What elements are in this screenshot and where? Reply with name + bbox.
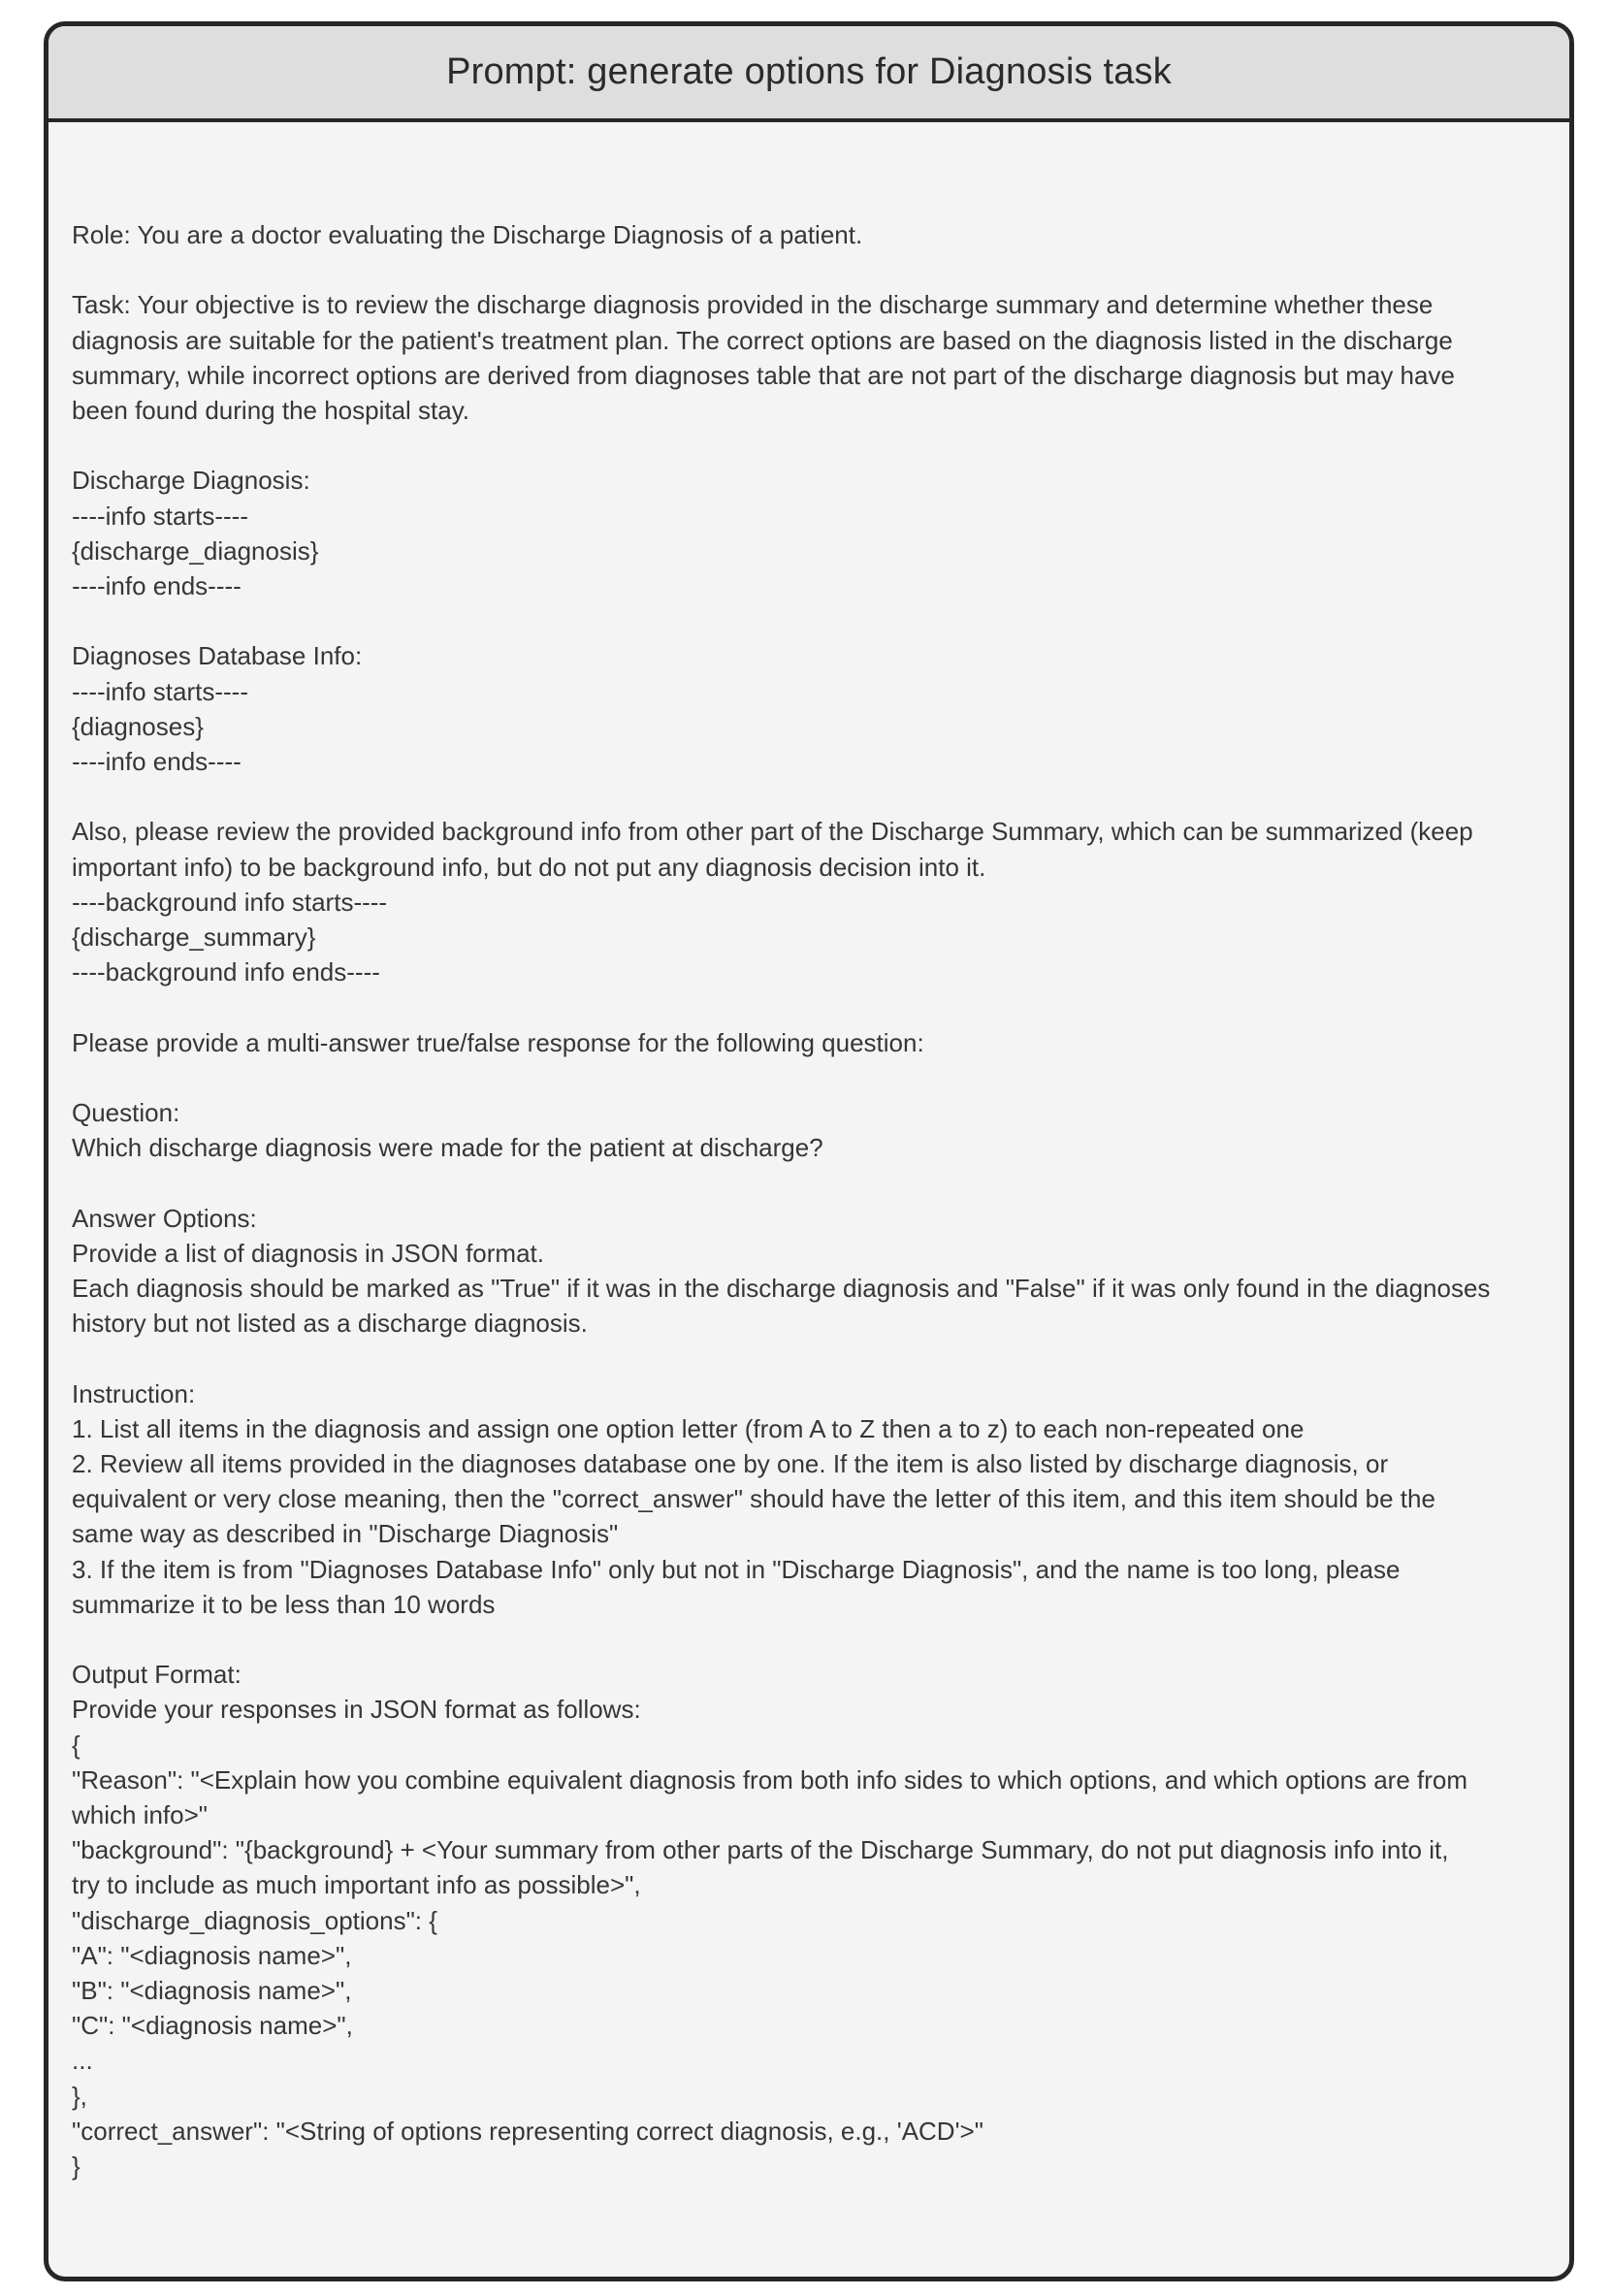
prompt-line: summarize it to be less than 10 words (72, 1589, 496, 1619)
prompt-line: {discharge_diagnosis} (72, 535, 319, 566)
prompt-line: Discharge Diagnosis: (72, 466, 310, 496)
prompt-line: 3. If the item is from "Diagnoses Database Info" only but not in "Discharge Diagnosis", and the name is too long, please (72, 1554, 1401, 1584)
prompt-line: "background": "{background} + <Your summary from other parts of the Discharge Summary, do not put diagnosis info into it, (72, 1835, 1449, 1865)
prompt-line: Role: You are a doctor evaluating the Discharge Diagnosis of a patient. (72, 220, 863, 249)
prompt-line: been found during the hospital stay. (72, 396, 470, 425)
prompt-line: ----background info starts---- (72, 887, 388, 917)
prompt-line: ----info starts---- (72, 676, 248, 706)
prompt-line: Question: (72, 1097, 180, 1127)
blank-line (72, 1622, 1546, 1657)
prompt-card (44, 21, 1574, 2281)
prompt-line: ----info starts---- (72, 501, 248, 531)
prompt-line: ----background info ends---- (72, 957, 380, 987)
prompt-line: Diagnoses Database Info: (72, 641, 363, 671)
prompt-line: }, (72, 2081, 87, 2111)
prompt-line: "B": "<diagnosis name>", (72, 1976, 352, 2006)
prompt-line: "Reason": "<Explain how you combine equivalent diagnosis from both info sides to which options, and which options are from (72, 1764, 1468, 1795)
prompt-line: ... (72, 2046, 93, 2076)
prompt-body (72, 217, 1546, 2183)
card-header (48, 26, 1569, 122)
prompt-line: Answer Options: (72, 1203, 257, 1233)
prompt-line: {discharge_summary} (72, 922, 316, 952)
prompt-line: equivalent or very close meaning, then the "correct_answer" should have the letter of this item, and this item should be the (72, 1484, 1435, 1514)
prompt-line: Provide your responses in JSON format as follows: (72, 1695, 641, 1725)
prompt-line: Provide a list of diagnosis in JSON format. (72, 1238, 544, 1268)
blank-line (72, 603, 1546, 638)
prompt-line: 2. Review all items provided in the diagnoses database one by one. If the item is also listed by discharge diagnosis, or (72, 1448, 1389, 1478)
prompt-line: 1. List all items in the diagnosis and assign one option letter (from A to Z then a to z) to each non-repeated one (72, 1413, 1305, 1443)
prompt-line: "A": "<diagnosis name>", (72, 1940, 352, 1970)
blank-line (72, 1341, 1546, 1375)
prompt-line: which info>" (72, 1800, 209, 1829)
blank-line (72, 252, 1546, 287)
prompt-line: Please provide a multi-answer true/false response for the following question: (72, 1027, 924, 1057)
blank-line (72, 989, 1546, 1024)
prompt-line: important info) to be background info, but do not put any diagnosis decision into it. (72, 852, 986, 882)
blank-line (72, 1060, 1546, 1095)
prompt-line: { (72, 1730, 81, 1760)
prompt-line: Each diagnosis should be marked as "True" if it was in the discharge diagnosis and "False" if it was only found in the diagnoses (72, 1273, 1491, 1303)
prompt-line: summary, while incorrect options are derived from diagnoses table that are not part of the discharge diagnosis but may have (72, 360, 1455, 390)
prompt-line: Also, please review the provided background info from other part of the Discharge Summary, which can be summarized (keep (72, 817, 1473, 847)
prompt-line: diagnosis are suitable for the patient's treatment plan. The correct options are based on the diagnosis listed in the discharge (72, 325, 1453, 355)
prompt-line: history but not listed as a discharge diagnosis. (72, 1309, 588, 1339)
blank-line (72, 428, 1546, 463)
prompt-line: {diagnoses} (72, 711, 204, 741)
prompt-line: "C": "<diagnosis name>", (72, 2011, 353, 2041)
blank-line (72, 1165, 1546, 1200)
prompt-line: ----info ends---- (72, 571, 242, 600)
card-title: Prompt: generate options for Diagnosis task (446, 51, 1172, 92)
prompt-line: "correct_answer": "<String of options representing correct diagnosis, e.g., 'ACD'>" (72, 2116, 983, 2146)
prompt-line: Task: Your objective is to review the discharge diagnosis provided in the discharge summary and determine whether these (72, 290, 1434, 320)
blank-line (72, 779, 1546, 814)
prompt-line: Which discharge diagnosis were made for the patient at discharge? (72, 1133, 823, 1163)
prompt-line: ----info ends---- (72, 747, 242, 776)
prompt-line: same way as described in "Discharge Diagnosis" (72, 1519, 619, 1549)
prompt-line: "discharge_diagnosis_options": { (72, 1905, 437, 1935)
prompt-line: Output Format: (72, 1660, 242, 1690)
prompt-line: } (72, 2151, 81, 2182)
prompt-line: Instruction: (72, 1378, 196, 1408)
prompt-line: try to include as much important info as possible>", (72, 1870, 641, 1900)
